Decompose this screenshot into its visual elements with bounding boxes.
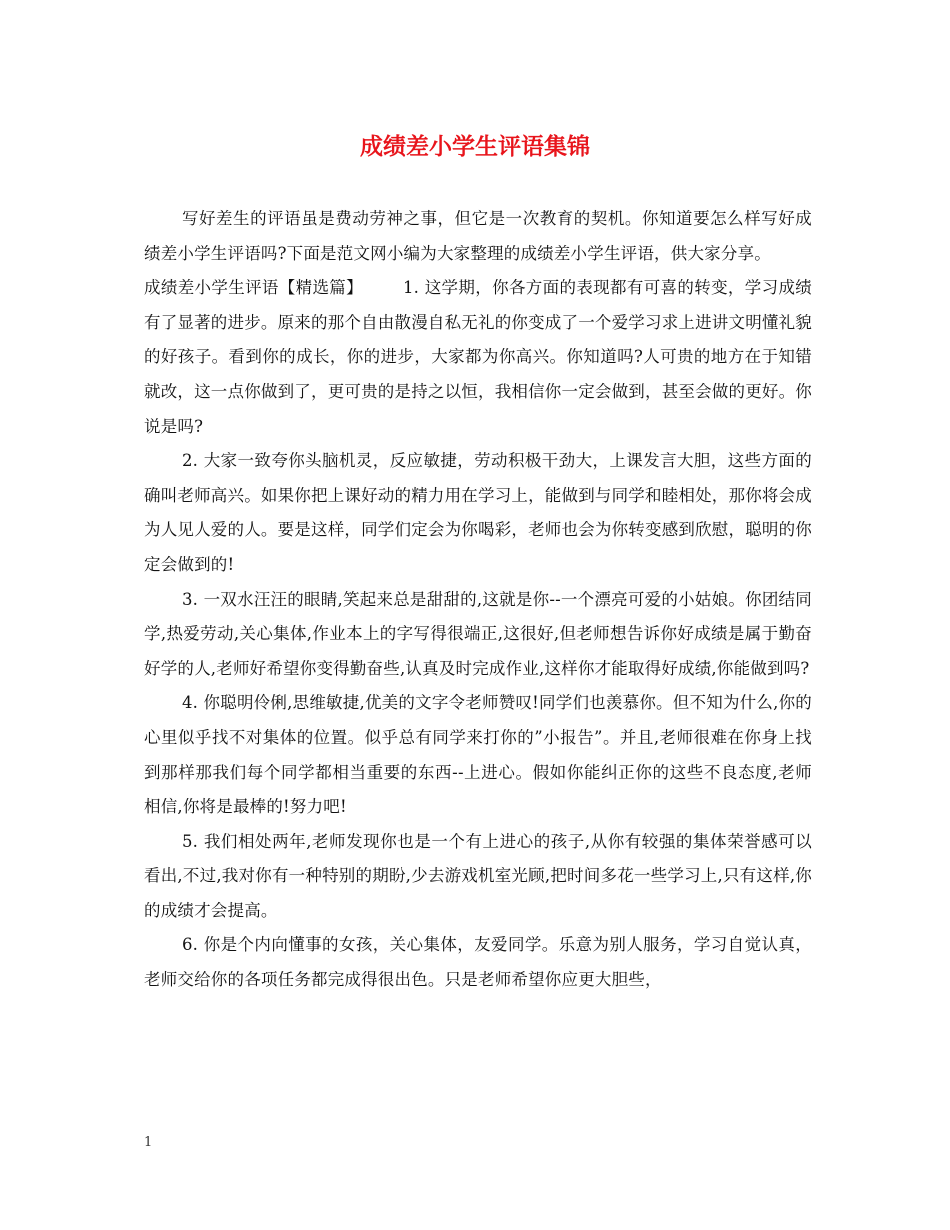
page-number: 1: [144, 1135, 153, 1150]
document-title: 成绩差小学生评语集锦: [360, 133, 590, 160]
comment-item-3: 3. 一双水汪汪的眼睛,笑起来总是甜甜的,这就是你--一个漂亮可爱的小姑娘。你团结同学,热爱劳动,关心集体,作业本上的字写得很端正,这很好,但老师想告诉你好成绩是属于勤奋好学的人,老师好希望你变得勤奋些,认真及时完成作业,这样你才能取得好成绩,你能做到吗?: [144, 589, 812, 678]
comment-item-4: 4. 你聪明伶俐,思维敏捷,优美的文字令老师赞叹!同学们也羡慕你。但不知为什么,你的心里似乎找不对集体的位置。似乎总有同学来打你的”小报告”。并且,老师很难在你身上找到那样那我们每个同学都相当重要的东西--上进心。假如你能纠正你的这些不良态度,老师相信,你将是最棒的!努力吧!: [144, 693, 812, 817]
comment-item-2: 2. 大家一致夸你头脑机灵，反应敏捷，劳动积极干劲大，上课发言大胆，这些方面的确叫老师高兴。如果你把上课好动的精力用在学习上，能做到与同学和睦相处，那你将会成为人见人爱的人。要是这样，同学们定会为你喝彩，老师也会为你转变感到欣慰，聪明的你定会做到的!: [144, 451, 812, 574]
comment-item-6: 6. 你是个内向懂事的女孩，关心集体，友爱同学。乐意为别人服务，学习自觉认真，老师交给你的各项任务都完成得很出色。只是老师希望你应更大胆些，: [144, 935, 812, 990]
section-paragraph: [144, 271, 812, 444]
intro-paragraph: 写好差生的评语虽是费动劳神之事，但它是一次教育的契机。你知道要怎么样写好成绩差小学生评语吗?下面是范文网小编为大家整理的成绩差小学生评语，供大家分享。: [144, 209, 812, 263]
document-body: [144, 202, 812, 998]
comment-item-5: 5. 我们相处两年,老师发现你也是一个有上进心的孩子,从你有较强的集体荣誉感可以看出,不过,我对你有一种特别的期盼,少去游戏机室光顾,把时间多花一些学习上,只有这样,你的成绩才会提高。: [144, 831, 812, 920]
section-label: 成绩差小学生评语【精选篇】: [144, 278, 363, 298]
comment-item-1: 1. 这学期，你各方面的表现都有可喜的转变，学习成绩有了显著的进步。原来的那个自由散漫自私无礼的你变成了一个爱学习求上进讲文明懂礼貌的好孩子。看到你的成长，你的进步，大家都为你高兴。你知道吗?人可贵的地方在于知错就改，这一点你做到了，更可贵的是持之以恒，我相信你一定会做到，甚至会做的更好。你说是吗?: [144, 278, 812, 436]
